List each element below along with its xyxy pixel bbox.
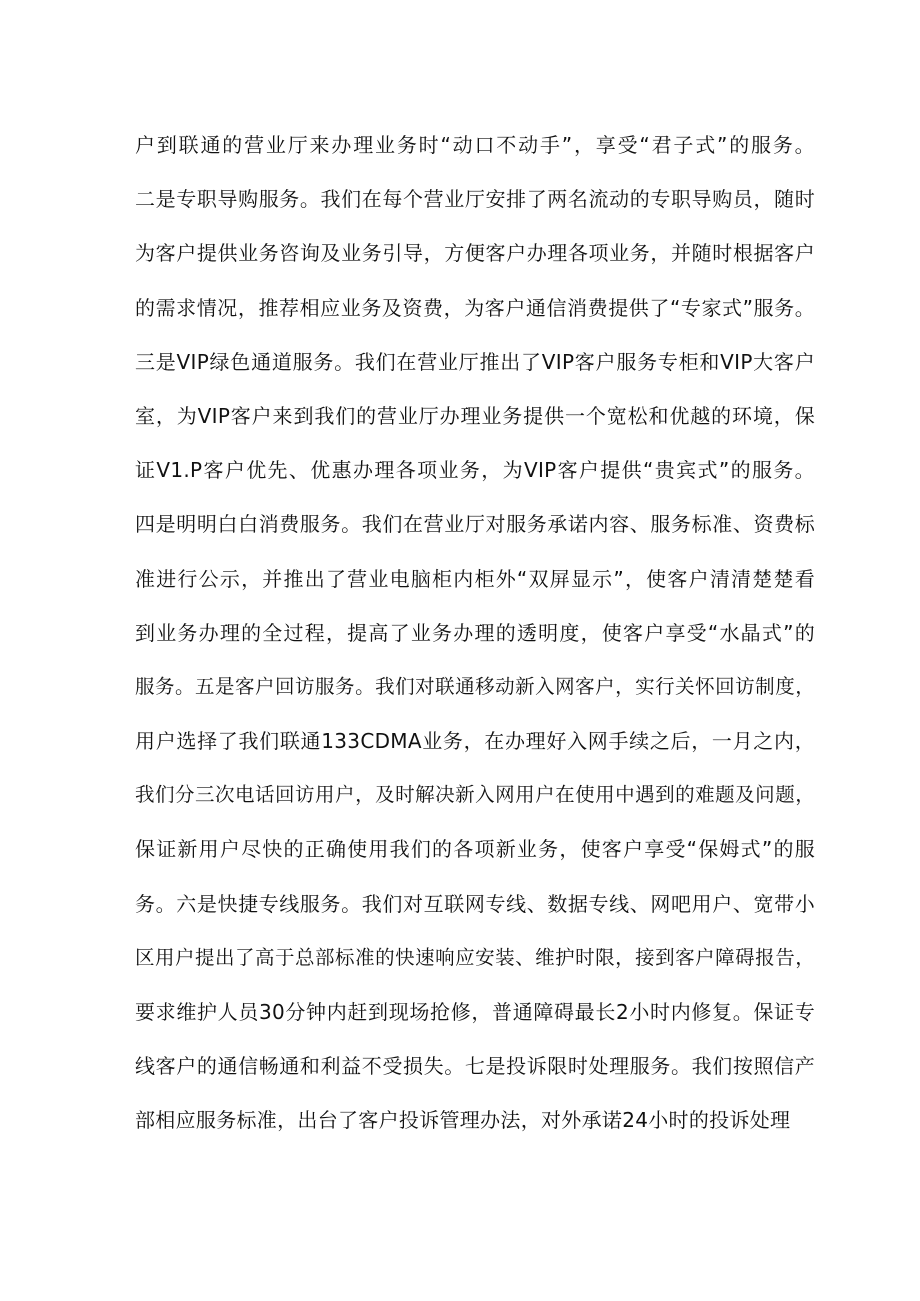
text-line: 到业务办理的全过程，提高了业务办理的透明度，使客户享受“水晶式”的 [135,620,815,645]
text-line: 务。六是快捷专线服务。我们对互联网专线、数据专线、网吧用户、宽带小 [135,891,815,916]
text-line: 用户选择了我们联通133CDMA业务，在办理好入网手续之后，一月之内， [135,729,815,754]
text-line: 四是明明白白消费服务。我们在营业厅对服务承诺内容、服务标准、资费标 [135,512,815,537]
text-line: 户到联通的营业厅来办理业务时“动口不动手”，享受“君子式”的服务。 [135,133,815,157]
text-line: 区用户提出了高于总部标准的快速响应安装、维护时限，接到客户障碍报告， [135,945,815,969]
text-line: 保证新用户尽快的正确使用我们的各项新业务，使客户享受“保姆式”的服 [135,837,815,862]
body-text [135,118,815,1148]
text-line: 三是VIP绿色通道服务。我们在营业厅推出了VIP客户服务专柜和VIP大客户 [135,349,815,374]
text-line: 为客户提供业务咨询及业务引导，方便客户办理各项业务，并随时根据客户 [135,241,815,266]
text-line: 我们分三次电话回访用户，及时解决新入网用户在使用中遇到的难题及问题， [135,783,815,807]
text-line: 准进行公示，并推出了营业电脑柜内柜外“双屏显示”，使客户清清楚楚看 [135,566,815,591]
text-line: 的需求情况，推荐相应业务及资费，为客户通信消费提供了“专家式”服务。 [135,295,815,320]
text-line: 室，为VIP客户来到我们的营业厅办理业务提供一个宽松和优越的环境，保 [135,403,815,428]
text-line: 线客户的通信畅通和利益不受损失。七是投诉限时处理服务。我们按照信产 [135,1054,815,1079]
text-line: 要求维护人员30分钟内赶到现场抢修，普通障碍最长2小时内修复。保证专 [135,1000,815,1024]
text-line: 服务。五是客户回访服务。我们对联通移动新入网客户，实行关怀回访制度， [135,674,815,698]
text-line: 二是专职导购服务。我们在每个营业厅安排了两名流动的专职导购员，随时 [135,187,815,212]
text-line: 部相应服务标准，出台了客户投诉管理办法，对外承诺24小时的投诉处理 [135,1108,791,1133]
text-line: 证V1.P客户优先、优惠办理各项业务，为VIP客户提供“贵宾式”的服务。 [135,458,815,483]
